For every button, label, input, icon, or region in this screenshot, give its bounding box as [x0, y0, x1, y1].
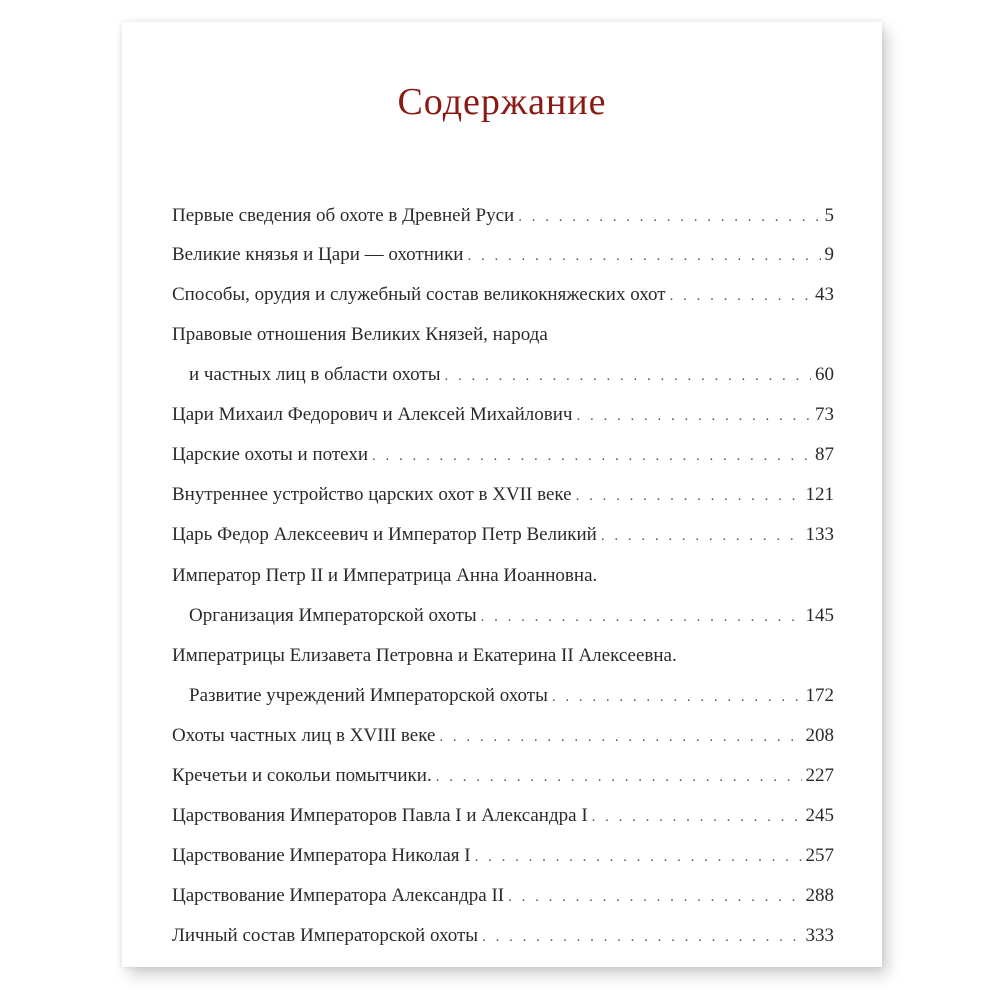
toc-entry-continuation	[172, 682, 834, 710]
dot-leader	[475, 843, 802, 871]
page-title: Содержание	[397, 81, 607, 123]
dot-leader	[576, 482, 802, 510]
toc-entry-page: 288	[805, 885, 834, 906]
toc-entry	[172, 241, 834, 269]
toc-entry-title: Царствования Императоров Павла I и Александра I	[172, 805, 588, 826]
toc-entry-title: и частных лиц в области охоты	[189, 364, 441, 385]
dot-leader	[552, 683, 802, 711]
toc-entry	[172, 922, 834, 950]
toc-entry-page: 208	[805, 725, 834, 746]
toc-entry-page: 133	[805, 524, 834, 545]
toc-entry-page: 9	[824, 244, 834, 265]
toc-entry-page: 60	[815, 364, 834, 385]
toc-entry-page: 87	[815, 444, 834, 465]
dot-leader	[576, 402, 811, 430]
dot-leader	[436, 763, 802, 791]
toc-entry	[172, 481, 834, 509]
toc-entry-title: Царские охоты и потехи	[172, 444, 369, 465]
toc-entry-page: 73	[815, 404, 834, 425]
dot-leader	[601, 522, 802, 550]
toc-entry-title: Организация Императорской охоты	[189, 605, 477, 626]
toc-entry-page: 172	[805, 685, 834, 706]
toc-entry	[172, 882, 834, 910]
toc-entry	[172, 321, 834, 349]
toc-entry-title: Правовые отношения Великих Князей, народа	[172, 324, 548, 345]
toc-entry-page: 43	[815, 284, 834, 305]
dot-leader	[592, 803, 802, 831]
dot-leader	[670, 282, 811, 310]
toc-entry-title: Император Петр II и Императрица Анна Иоанновна.	[172, 565, 598, 586]
toc-entry-title: Царствование Императора Николая I	[172, 845, 471, 866]
toc-entry-page: 145	[805, 605, 834, 626]
toc-entry-page: 227	[805, 765, 834, 786]
toc-entry	[172, 562, 834, 590]
book-page	[122, 22, 882, 967]
toc-entry-title: Царь Федор Алексеевич и Император Петр Великий	[172, 524, 597, 545]
toc-entry-title: Способы, орудия и служебный состав великокняжеских охот	[172, 284, 666, 305]
toc-entry-title: Царствование Императора Александра II	[172, 885, 505, 906]
toc-entry	[172, 441, 834, 469]
toc-entry	[172, 642, 834, 670]
dot-leader	[445, 362, 812, 390]
toc-entry-title: Личный состав Императорской охоты	[172, 925, 479, 946]
toc-entry	[172, 401, 834, 429]
toc-entry-title: Первые сведения об охоте в Древней Руси	[172, 205, 515, 226]
toc-entry-continuation	[172, 602, 834, 630]
toc-entry-title: Великие князья и Цари — охотники	[172, 244, 464, 265]
dot-leader	[481, 603, 802, 631]
toc-entry-page: 5	[824, 205, 834, 226]
toc-entry-title: Внутреннее устройство царских охот в XVII веке	[172, 484, 572, 505]
toc-entry-continuation	[172, 361, 834, 389]
toc-entry	[172, 802, 834, 830]
toc-entry-page: 333	[805, 925, 834, 946]
toc-entry-page: 121	[805, 484, 834, 505]
toc-entry	[172, 722, 834, 750]
toc-entry-page: 257	[805, 845, 834, 866]
dot-leader	[518, 203, 820, 231]
toc-entry	[172, 762, 834, 790]
toc-entry-page: 245	[805, 805, 834, 826]
toc-entry	[172, 281, 834, 309]
dot-leader	[467, 242, 820, 270]
toc-entry-title: Развитие учреждений Императорской охоты	[189, 685, 548, 706]
toc-entry-title: Кречетьи и сокольи помытчики.	[172, 765, 432, 786]
toc-entry-title: Императрицы Елизавета Петровна и Екатерина II Алексеевна.	[172, 645, 677, 666]
toc-entry-title: Охоты частных лиц в XVIII веке	[172, 725, 436, 746]
toc-entry-title: Цари Михаил Федорович и Алексей Михайлович	[172, 404, 573, 425]
dot-leader	[439, 723, 801, 751]
dot-leader	[508, 883, 801, 911]
toc-entry	[172, 521, 834, 549]
toc-entry	[172, 202, 834, 230]
dot-leader	[482, 923, 801, 951]
toc-entry	[172, 842, 834, 870]
dot-leader	[372, 442, 811, 470]
